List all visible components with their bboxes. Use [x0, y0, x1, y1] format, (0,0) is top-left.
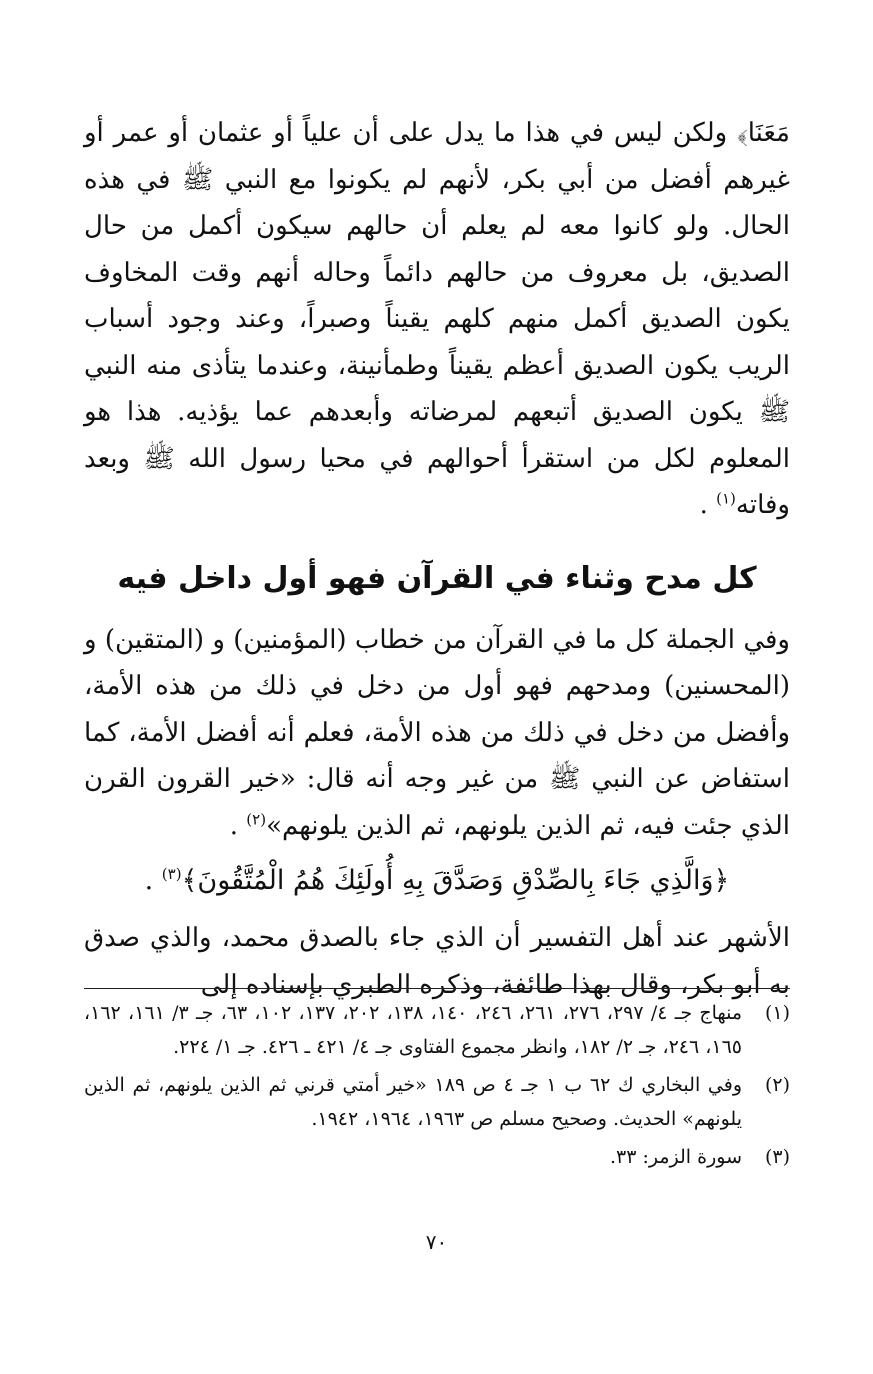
paragraph-3: الأشهر عند أهل التفسير أن الذي جاء بالصدق محمد، والذي صدق به أبو بكر، وقال بهذا طائفة، وذكره الطبري بإسناده إلى	[84, 923, 790, 1000]
quran-verse: ﴿وَالَّذِي جَاءَ بِالصِّدْقِ وَصَدَّقَ بِهِ أُولَئِكَ هُمُ الْمُتَّقُونَ﴾$^{(٣)}$ .	[144, 865, 730, 896]
footnote-1	[84, 996, 790, 1064]
footnote-ref-1[interactable]: (١)	[716, 489, 736, 508]
footnote-number: (٣)	[764, 1146, 790, 1168]
main-text	[84, 110, 790, 1008]
paragraph-2-text: وفي الجملة كل ما في القرآن من خطاب (المؤمنين) و (المتقين) و (المحسنين) ومدحهم فهو أول من دخل في ذلك من هذه الأمة، وأفضل من دخل في ذلك من هذه الأمة، فعلم أنه أفضل الأمة، كما استفاض عن النبي ﷺ من غير وجه أنه قال: «خير القرون القرن الذي جئت فيه، ثم الذين يلونهم، ثم الذين يلونهم»	[84, 624, 790, 841]
page-number: ٧٠	[425, 1230, 448, 1254]
footnote-number: (١)	[764, 1002, 790, 1024]
verse-text: ﴿وَالَّذِي جَاءَ بِالصِّدْقِ وَصَدَّقَ بِهِ أُولَئِكَ هُمُ الْمُتَّقُونَ﴾	[181, 865, 730, 896]
footnote-divider	[84, 988, 790, 989]
footnotes	[84, 996, 790, 1178]
section-heading: كل مدح وثناء في القرآن فهو أول داخل فيه	[117, 560, 757, 596]
footnote-3	[84, 1140, 790, 1174]
paragraph-1-text: مَعَنَا﴾ ولكن ليس في هذا ما يدل على أن علياً أو عثمان أو عمر أو غيرهم أفضل من أبي بكر، لأنهم لم يكونوا مع النبي ﷺ في هذه الحال. ولو كانوا معه لم يعلم أن حالهم سيكون أكمل من حال الصديق، بل معروف من حالهم دائماً وحاله أنهم وقت المخاوف يكون الصديق أكمل منهم كلهم يقيناً وصبراً، وعند وجود أسباب الريب يكون الصديق أعظم يقيناً وطمأنينة، وعندما يتأذى منه النبي ﷺ يكون الصديق أتبعهم لمرضاته وأبعدهم عما يؤذيه. هذا هو المعلوم لكل من استقرأ أحوالهم في محيا رسول الله ﷺ وبعد وفاته	[84, 118, 790, 520]
footnote-number: (٢)	[764, 1074, 790, 1096]
footnote-text: وفي البخاري ك ٦٢ ب ١ جـ ٤ ص ١٨٩ «خير أمتي قرني ثم الذين يلونهم، ثم الذين يلونهم» الحديث. وصحيح مسلم ص ١٩٦٣، ١٩٦٤، ١٩٤٢.	[84, 1074, 743, 1130]
paragraph-1: مَعَنَا﴾ ولكن ليس في هذا ما يدل على أن علياً أو عثمان أو عمر أو غيرهم أفضل من أبي بكر، لأنهم لم يكونوا مع النبي ﷺ في هذه الحال. ولو كانوا معه لم يعلم أن حالهم سيكون أكمل من حال الصديق، بل معروف من حالهم دائماً وحاله أنهم وقت المخاوف يكون الصديق أكمل منهم كلهم يقيناً وصبراً، وعند وجود أسباب الريب يكون الصديق أعظم يقيناً وطمأنينة، وعندما يتأذى منه النبي ﷺ يكون الصديق أتبعهم لمرضاته وأبعدهم عما يؤذيه. هذا هو المعلوم لكل من استقرأ أحوالهم في محيا رسول الله ﷺ وبعد وفاته$^{(١)}$ .	[84, 118, 790, 520]
footnote-ref-2[interactable]: (٢)	[246, 809, 267, 828]
footnote-text: منهاج جـ ٤/ ٢٩٧، ٢٧٦، ٢٦١، ٢٤٦، ١٤٠، ١٣٨، ٢٠٢، ١٣٧، ١٠٢، ٦٣، جـ ٣/ ١٦١، ١٦٢، ١٦٥، ٢٤٦، جـ ٢/ ١٨٢، وانظر مجموع الفتاوى جـ ٤/ ٤٢١ ـ ٤٢٦. جـ ١/ ٢٢٤.	[84, 1002, 743, 1058]
footnote-text: سورة الزمر: ٣٣.	[609, 1146, 742, 1168]
footnote-2	[84, 1068, 790, 1136]
footnote-ref-3[interactable]: (٣)	[161, 865, 182, 883]
paragraph-2: وفي الجملة كل ما في القرآن من خطاب (المؤمنين) و (المتقين) و (المحسنين) ومدحهم فهو أول من دخل في ذلك من هذه الأمة، وأفضل من دخل في ذلك من هذه الأمة، فعلم أنه أفضل الأمة، كما استفاض عن النبي ﷺ من غير وجه أنه قال: «خير القرون القرن الذي جئت فيه، ثم الذين يلونهم، ثم الذين يلونهم»$^{(٢)}$ .	[84, 624, 790, 841]
